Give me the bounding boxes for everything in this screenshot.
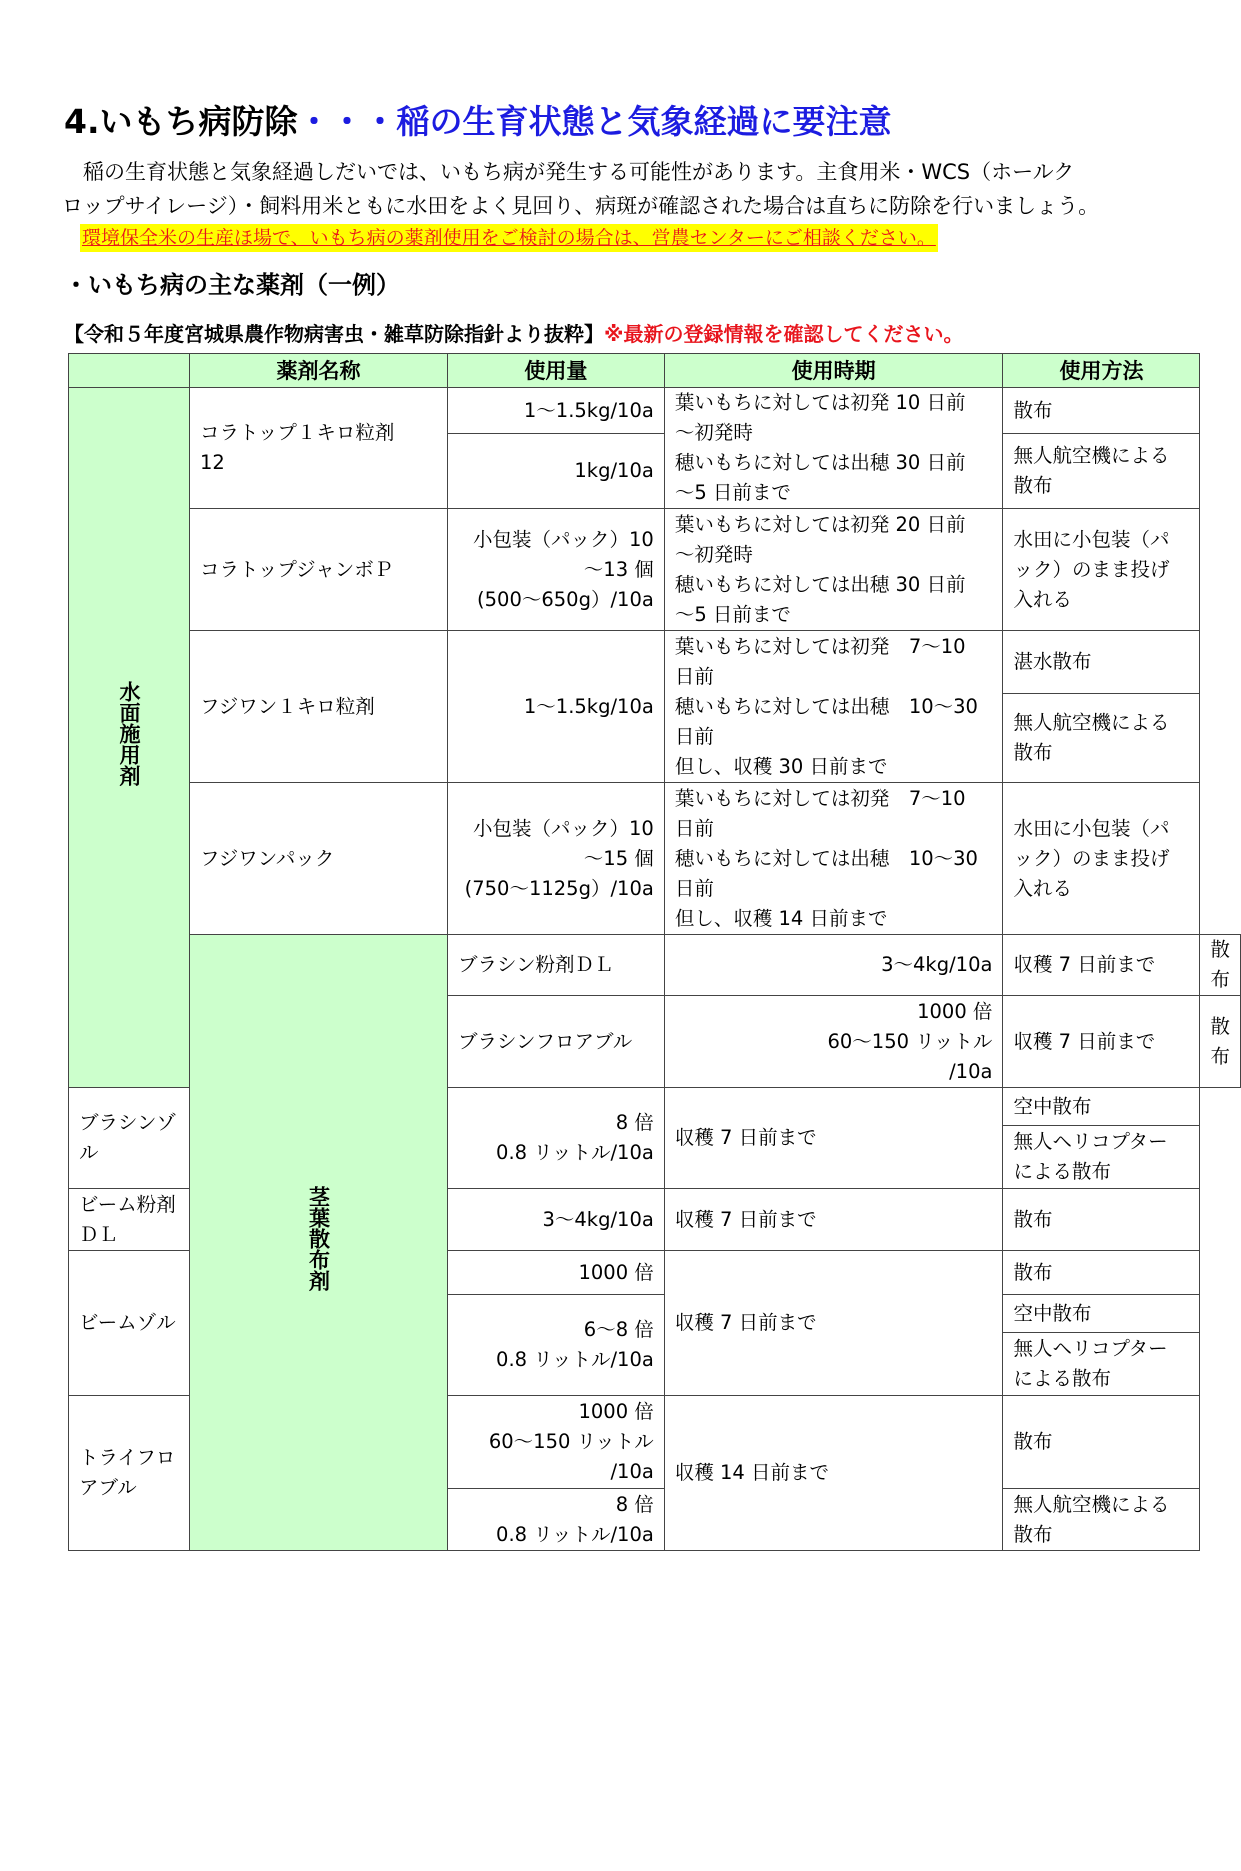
amount-cell: 1～1.5kg/10a	[448, 631, 665, 783]
method-cell: 散布	[1003, 388, 1200, 434]
header-agent-name: 薬剤名称	[190, 354, 448, 388]
timing-cell: 収穫 14 日前まで	[664, 1396, 1003, 1551]
agent-name: ブラシン粉剤ＤＬ	[448, 935, 665, 996]
category-foliar: 茎葉散布剤	[190, 935, 448, 1551]
timing-cell: 葉いもちに対しては初発 7～10 日前 穂いもちに対しては出穂 10～30 日前 但し、収穫 30 日前まで	[664, 631, 1003, 783]
method-cell: 無人航空機による 散布	[1003, 694, 1200, 783]
header-category	[69, 354, 190, 388]
method-cell: 水田に小包装（パ ック）のまま投げ 入れる	[1003, 783, 1200, 935]
agent-name: ブラシンフロアブル	[448, 996, 665, 1088]
method-cell: 無人航空機による 散布	[1003, 1489, 1200, 1551]
table-row	[69, 935, 1241, 996]
method-cell: 散布	[1200, 935, 1241, 996]
category-water-surface: 水面施用剤	[69, 388, 190, 1088]
section-heading	[64, 100, 892, 144]
method-cell: 散布	[1003, 1251, 1200, 1295]
amount-cell: 1～1.5kg/10a	[448, 388, 665, 434]
agent-name: フジワンパック	[190, 783, 448, 935]
amount-cell: 6～8 倍 0.8 リットル/10a	[448, 1295, 665, 1396]
amount-cell: 8 倍 0.8 リットル/10a	[448, 1088, 665, 1189]
header-method: 使用方法	[1003, 354, 1200, 388]
timing-cell: 収穫 7 日前まで	[664, 1251, 1003, 1396]
timing-cell: 収穫 7 日前まで	[664, 1189, 1003, 1251]
amount-cell: 1000 倍 60～150 リットル /10a	[664, 996, 1003, 1088]
method-cell: 無人航空機による 散布	[1003, 434, 1200, 509]
intro-line-1: 稲の生育状態と気象経過しだいでは、いもち病が発生する可能性があります。主食用米・WCS（ホールク	[83, 160, 1075, 184]
method-cell: 空中散布	[1003, 1295, 1200, 1333]
table-row	[69, 783, 1241, 935]
method-cell: 無人ヘリコプター による散布	[1003, 1126, 1200, 1189]
method-cell: 水田に小包装（パ ック）のまま投げ 入れる	[1003, 509, 1200, 631]
method-cell: 空中散布	[1003, 1088, 1200, 1126]
method-cell: 散布	[1200, 996, 1241, 1088]
method-cell: 無人ヘリコプター による散布	[1003, 1333, 1200, 1396]
amount-cell: 1kg/10a	[448, 434, 665, 509]
section-title: いもち病防除	[99, 102, 298, 141]
intro-line-2: ロップサイレージ）・飼料用米ともに水田をよく見回り、病斑が確認された場合は直ちに防除を行いましょう。	[62, 194, 1100, 218]
agent-name: コラトップ１キロ粒剤 12	[190, 388, 448, 509]
amount-cell: 8 倍 0.8 リットル/10a	[448, 1489, 665, 1551]
header-amount: 使用量	[448, 354, 665, 388]
agent-name: トライフロアブル	[69, 1396, 190, 1551]
agent-name: ブラシンゾル	[69, 1088, 190, 1189]
subheading: ・いもち病の主な薬剤（一例）	[64, 271, 400, 299]
method-cell: 湛水散布	[1003, 631, 1200, 694]
amount-cell: 小包装（パック）10 ～13 個 (500～650g）/10a	[448, 509, 665, 631]
amount-cell: 小包装（パック）10 ～15 個 (750～1125g）/10a	[448, 783, 665, 935]
amount-cell: 1000 倍 60～150 リットル /10a	[448, 1396, 665, 1489]
warning-note: 環境保全米の生産ほ場で、いもち病の薬剤使用をご検討の場合は、営農センターにご相談ください。	[80, 224, 938, 252]
agent-name: ビームゾル	[69, 1251, 190, 1396]
intro-paragraph	[62, 155, 1182, 223]
section-subtitle: ・・・稲の生育状態と気象経過に要注意	[297, 102, 892, 141]
timing-cell: 収穫 7 日前まで	[1003, 996, 1200, 1088]
agent-name: コラトップジャンボＰ	[190, 509, 448, 631]
source-citation: 【令和５年度宮城県農作物病害虫・雑草防除指針より抜粋】	[64, 322, 604, 346]
timing-cell: 収穫 7 日前まで	[1003, 935, 1200, 996]
timing-cell: 葉いもちに対しては初発 7～10 日前 穂いもちに対しては出穂 10～30 日前 但し、収穫 14 日前まで	[664, 783, 1003, 935]
header-timing: 使用時期	[664, 354, 1003, 388]
amount-cell: 1000 倍	[448, 1251, 665, 1295]
fungicide-table	[68, 353, 1241, 1551]
table-row	[69, 631, 1241, 694]
method-cell: 散布	[1003, 1396, 1200, 1489]
timing-cell: 葉いもちに対しては初発 10 日前 ～初発時 穂いもちに対しては出穂 30 日前 ～5 日前まで	[664, 388, 1003, 509]
table-row	[69, 509, 1241, 631]
section-number: 4.	[64, 102, 100, 141]
source-warning: ※最新の登録情報を確認してください。	[604, 322, 964, 346]
source-note	[64, 319, 963, 349]
agent-name: フジワン１キロ粒剤	[190, 631, 448, 783]
table-row	[69, 388, 1241, 434]
amount-cell: 3～4kg/10a	[448, 1189, 665, 1251]
amount-cell: 3～4kg/10a	[664, 935, 1003, 996]
timing-cell: 葉いもちに対しては初発 20 日前 ～初発時 穂いもちに対しては出穂 30 日前 ～5 日前まで	[664, 509, 1003, 631]
table-header-row	[69, 354, 1241, 388]
timing-cell: 収穫 7 日前まで	[664, 1088, 1003, 1189]
agent-name: ビーム粉剤ＤＬ	[69, 1189, 190, 1251]
method-cell: 散布	[1003, 1189, 1200, 1251]
